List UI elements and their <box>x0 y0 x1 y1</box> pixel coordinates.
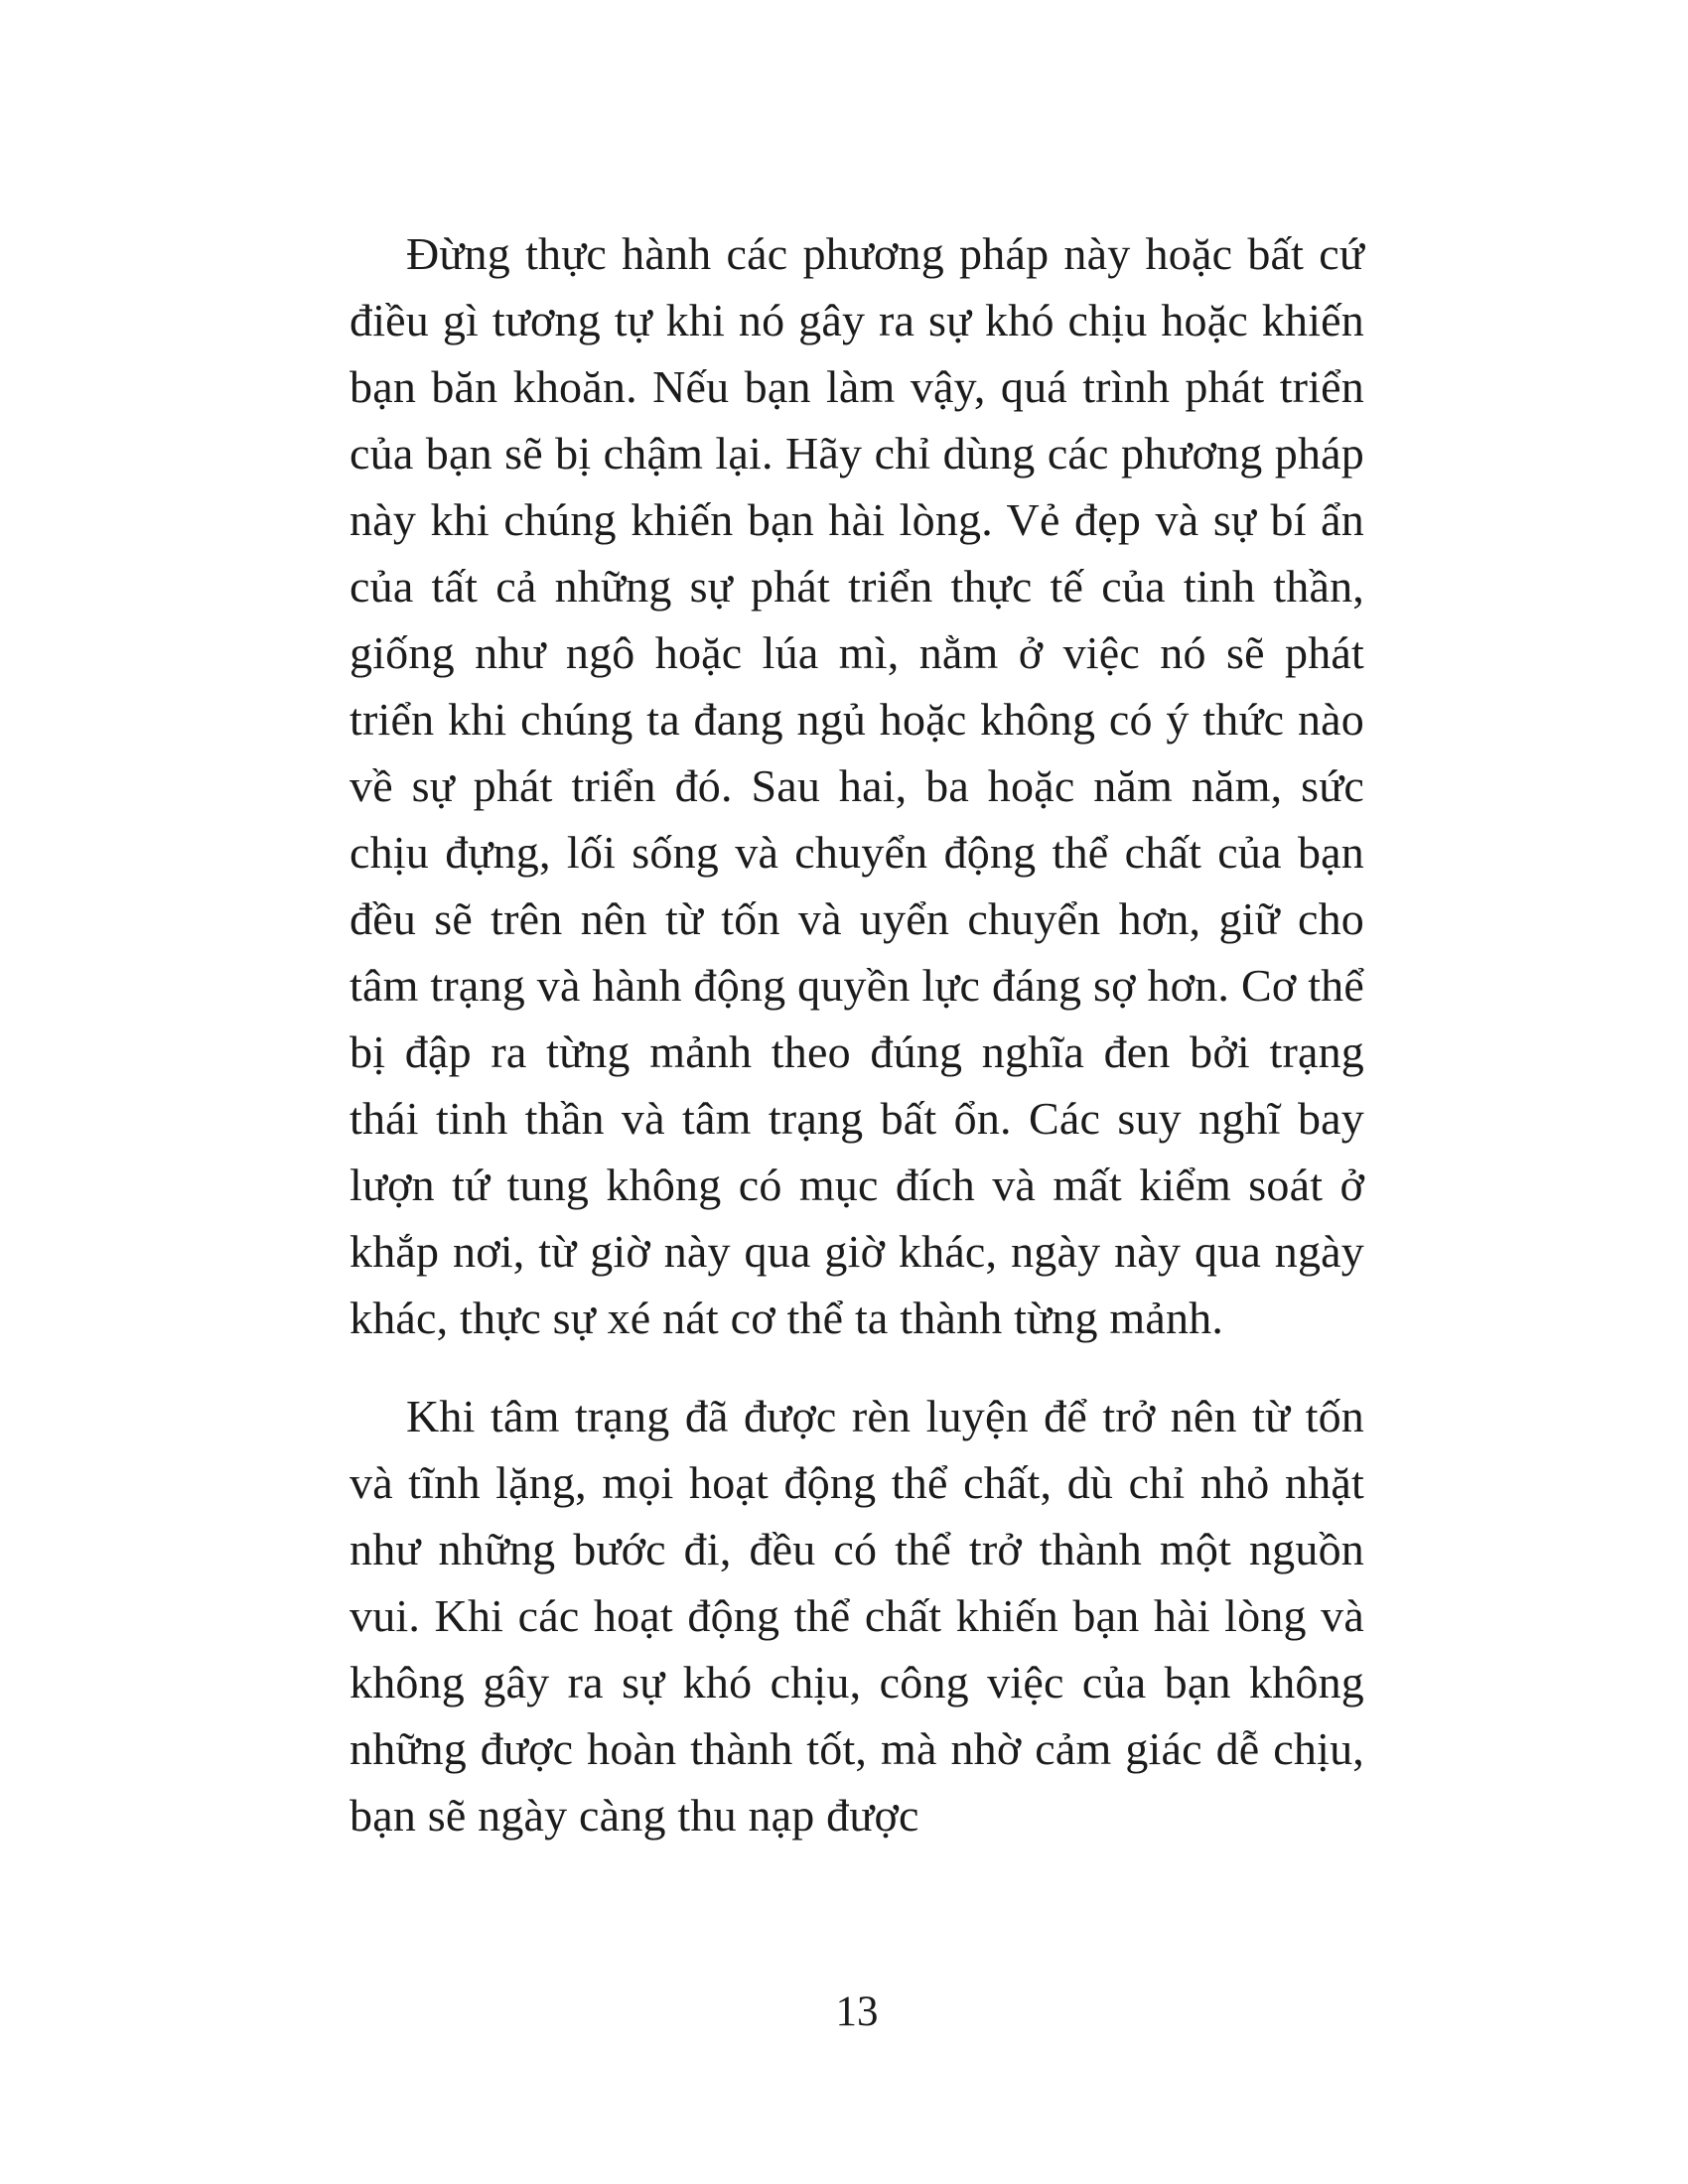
paragraph-1: Đừng thực hành các phương pháp này hoặc bất cứ điều gì tương tự khi nó gây ra sự khó chịu hoặc khiến bạn băn khoăn. Nếu bạn làm vậy, quá trình phát triển của bạn sẽ bị chậm lại. Hãy chỉ dùng các phương pháp này khi chúng khiến bạn hài lòng. Vẻ đẹp và sự bí ẩn của tất cả những sự phát triển thực tế của tinh thần, giống như ngô hoặc lúa mì, nằm ở việc nó sẽ phát triển khi chúng ta đang ngủ hoặc không có ý thức nào về sự phát triển đó. Sau hai, ba hoặc năm năm, sức chịu đựng, lối sống và chuyển động thể chất của bạn đều sẽ trên nên từ tốn và uyển chuyển hơn, giữ cho tâm trạng và hành động quyền lực đáng sợ hơn. Cơ thể bị đập ra từng mảnh theo đúng nghĩa đen bởi trạng thái tinh thần và tâm trạng bất ổn. Các suy nghĩ bay lượn tứ tung không có mục đích và mất kiểm soát ở khắp nơi, từ giờ này qua giờ khác, ngày này qua ngày khác, thực sự xé nát cơ thể ta thành từng mảnh. <box>350 228 1364 1343</box>
page-text <box>350 220 1364 1848</box>
page-footer <box>350 1987 1364 2037</box>
page-number: 13 <box>835 1988 879 2035</box>
paragraph-2: Khi tâm trạng đã được rèn luyện để trở nên từ tốn và tĩnh lặng, mọi hoạt động thể chất, dù chỉ nhỏ nhặt như những bước đi, đều có thể trở thành một nguồn vui. Khi các hoạt động thể chất khiến bạn hài lòng và không gây ra sự khó chịu, công việc của bạn không những được hoàn thành tốt, mà nhờ cảm giác dễ chịu, bạn sẽ ngày càng thu nạp được <box>350 1391 1364 1841</box>
